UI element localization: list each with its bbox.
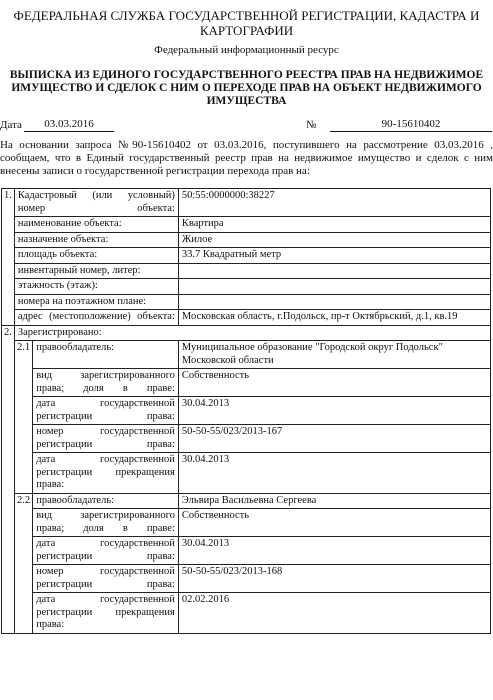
table-row <box>2 453 491 494</box>
agency-line-2: КАРТОГРАФИИ <box>199 23 294 38</box>
section-1-number: 1. <box>2 189 15 326</box>
row-label: дата государственной регистрации права: <box>33 537 179 565</box>
row-value: 50-50-55/023/2013-168 <box>178 565 490 593</box>
row-label: площадь объекта: <box>14 248 178 264</box>
row-label: назначение объекта: <box>14 232 178 248</box>
title-line-2: ИМУЩЕСТВО И СДЕЛОК С НИМ О ПЕРЕХОДЕ ПРАВ НА ОБЪЕКТ НЕДВИЖИМОГО <box>11 82 482 94</box>
row-value <box>178 294 490 310</box>
row-label: инвентарный номер, литер: <box>14 263 178 279</box>
number-label: № <box>306 119 317 131</box>
number-value: 90-15610402 <box>330 118 492 132</box>
row-label: правообладатель: <box>33 493 179 509</box>
row-value: 30.04.2013 <box>178 397 490 425</box>
row-label: Кадастровый (или условный) номер объекта: <box>14 189 178 217</box>
section-2-title: Зарегистрировано: <box>14 325 490 341</box>
table-row <box>2 537 491 565</box>
document-title <box>0 69 493 108</box>
title-line-1: ВЫПИСКА ИЗ ЕДИНОГО ГОСУДАРСТВЕННОГО РЕЕСТРА ПРАВ НА НЕДВИЖИМОЕ <box>9 69 484 81</box>
table-row <box>2 369 491 397</box>
row-value: 50:55:0000000:38227 <box>178 189 490 217</box>
row-value: Собственность <box>178 509 490 537</box>
table-row <box>2 425 491 453</box>
table-row <box>2 248 491 264</box>
row-value: 33.7 Квадратный метр <box>178 248 490 264</box>
row-label: номера на поэтажном плане: <box>14 294 178 310</box>
row-value: Квартира <box>178 217 490 233</box>
row-label: этажность (этаж): <box>14 279 178 295</box>
date-value: 03.03.2016 <box>24 118 114 132</box>
row-value <box>178 279 490 295</box>
table-row <box>2 232 491 248</box>
row-value: Московская область, г.Подольск, пр-т Октябрьский, д.1, кв.19 <box>178 310 490 326</box>
row-value: 30.04.2013 <box>178 453 490 494</box>
row-value: 50-50-55/023/2013-167 <box>178 425 490 453</box>
agency-name <box>0 8 493 38</box>
table-row <box>2 565 491 593</box>
table-row <box>2 310 491 326</box>
title-line-3: ИМУЩЕСТВА <box>206 95 287 107</box>
row-label: вид зарегистрированного права; доля в праве: <box>33 509 179 537</box>
extract-table <box>1 188 491 634</box>
row-value: Эльвира Васильевна Сергеева <box>178 493 490 509</box>
table-row <box>2 263 491 279</box>
resource-label: Федеральный информационный ресурс <box>154 44 339 56</box>
row-value <box>178 263 490 279</box>
date-number-line <box>0 118 493 132</box>
row-value: 30.04.2013 <box>178 537 490 565</box>
row-label: номер государственной регистрации права: <box>33 425 179 453</box>
table-row <box>2 189 491 217</box>
table-row <box>2 509 491 537</box>
row-label: правообладатель: <box>33 341 179 369</box>
agency-line-1: ФЕДЕРАЛЬНАЯ СЛУЖБА ГОСУДАРСТВЕННОЙ РЕГИСТРАЦИИ, КАДАСТРА И <box>13 8 480 23</box>
row-label: дата государственной регистрации права: <box>33 397 179 425</box>
table-row <box>2 279 491 295</box>
row-label: дата государственной регистрации прекращения права: <box>33 453 179 494</box>
table-row <box>2 325 491 341</box>
entry-number: 2.2 <box>14 493 32 633</box>
row-value: 02.02.2016 <box>178 593 490 634</box>
date-label: Дата <box>0 119 22 131</box>
table-row <box>2 593 491 634</box>
row-label: номер государственной регистрации права: <box>33 565 179 593</box>
table-row <box>2 341 491 369</box>
row-value: Собственность <box>178 369 490 397</box>
row-value: Жилое <box>178 232 490 248</box>
row-value: Муниципальное образование "Городской округ Подольск" Московской области <box>178 341 490 369</box>
entry-number: 2.1 <box>14 341 32 494</box>
table-row <box>2 217 491 233</box>
row-label: адрес (местоположение) объекта: <box>14 310 178 326</box>
table-row <box>2 294 491 310</box>
table-row <box>2 397 491 425</box>
row-label: наименование объекта: <box>14 217 178 233</box>
intro-paragraph: На основании запроса №90-15610402 от 03.03.2016, поступившего на рассмотрение 03.03.2016 , сообщаем, что в Единый государственный реестр прав на недвижимое имущество и сделок с ним внесены записи о государственной регистрации перехода прав на: <box>0 139 493 177</box>
row-label: вид зарегистрированного права; доля в праве: <box>33 369 179 397</box>
section-2-number: 2. <box>2 325 15 633</box>
table-row <box>2 493 491 509</box>
row-label: дата государственной регистрации прекращения права: <box>33 593 179 634</box>
